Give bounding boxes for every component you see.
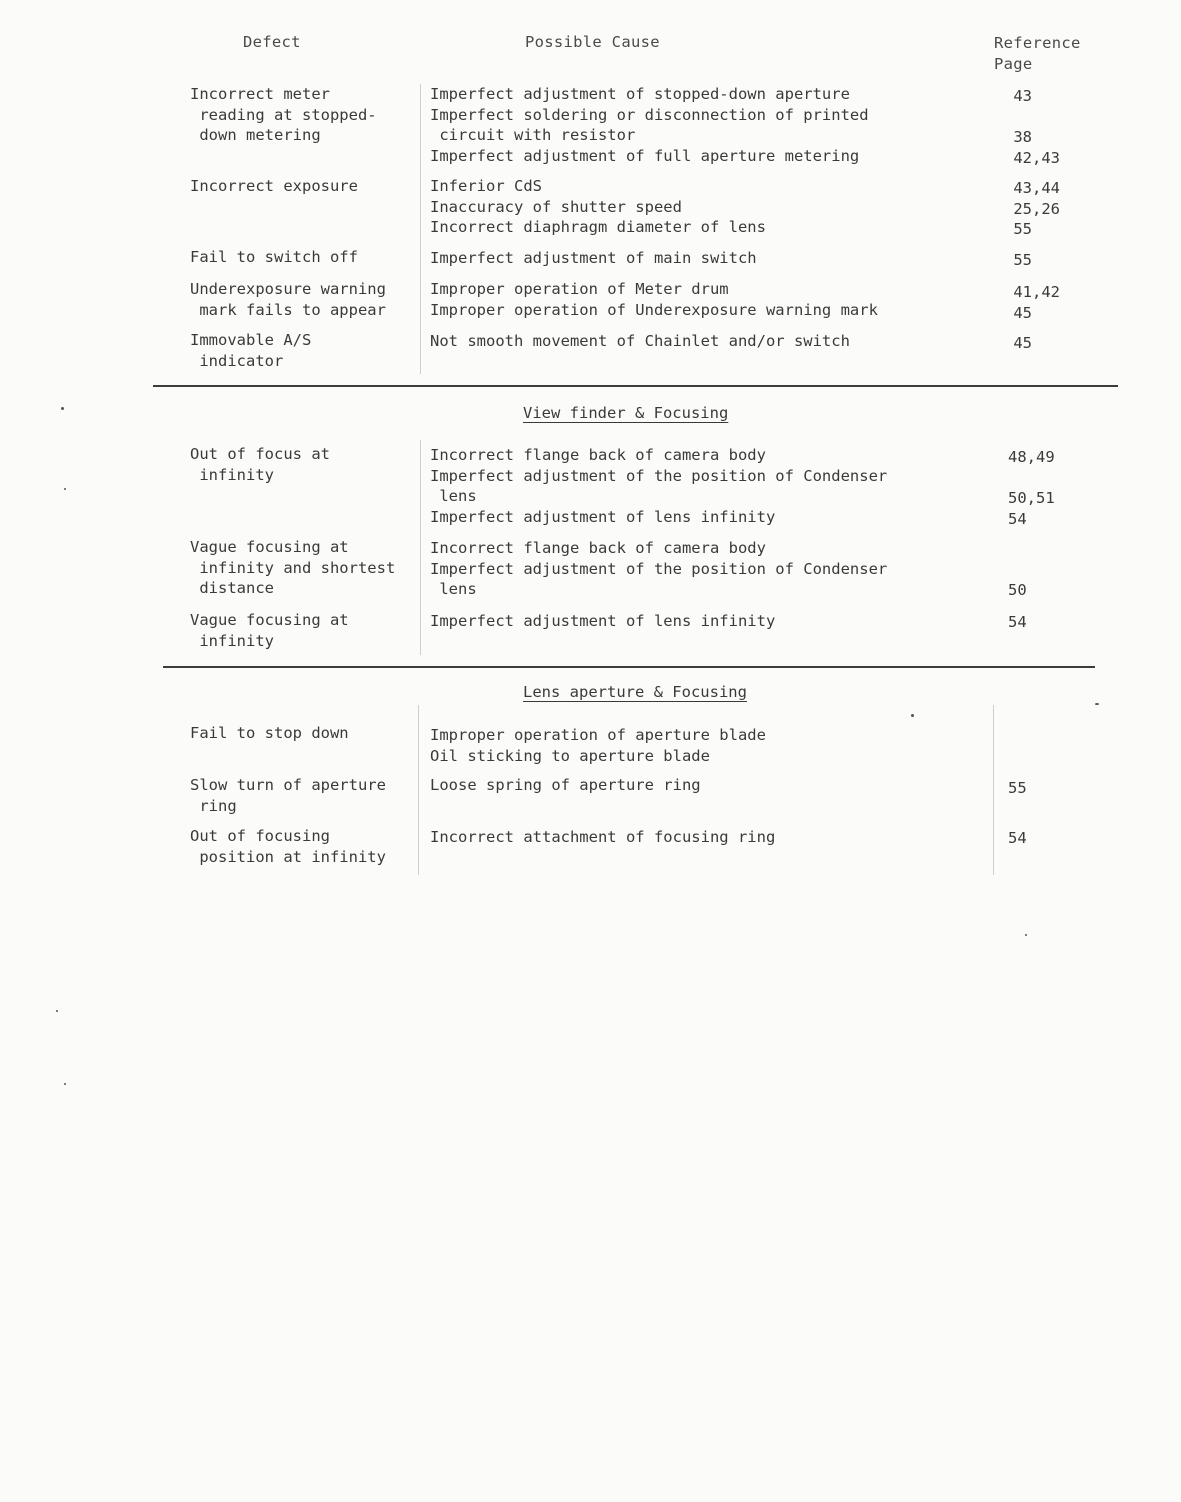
column-separator [420,84,421,374]
ref-cell: 43,44 25,26 55 [1013,179,1060,238]
ref-cell: 50 [1008,581,1027,599]
ref-cell: 55 [1008,779,1027,797]
defect-cell: Vague focusing at infinity and shortest distance [190,538,396,597]
cause-cell: Imperfect adjustment of main switch [430,249,757,267]
cause-cell: Not smooth movement of Chainlet and/or switch [430,332,850,350]
ref-cell: 48,49 50,51 54 [1008,448,1055,528]
column-separator [420,440,421,655]
section-divider [163,666,1095,668]
scan-speck [64,488,66,490]
scan-speck [64,1083,66,1085]
section-title-lens-aperture: Lens aperture & Focusing [523,683,747,701]
ref-cell: 45 [1004,334,1032,352]
cause-cell: Incorrect flange back of camera body Imperfect adjustment of the position of Condenser lens [430,539,888,598]
cause-cell: Imperfect adjustment of lens infinity [430,612,776,630]
column-separator [418,705,419,875]
defect-cell: Immovable A/S indicator [190,331,312,370]
header-defect: Defect [243,33,301,51]
cause-cell: Inferior CdS Inaccuracy of shutter speed Incorrect diaphragm diameter of lens [430,177,766,236]
section-title-view-finder: View finder & Focusing [523,404,729,422]
cause-cell: Improper operation of Meter drum Improper operation of Underexposure warning mark [430,280,878,319]
defect-cell: Out of focusing position at infinity [190,827,386,866]
ref-cell: 54 [1008,613,1027,631]
header-possible-cause: Possible Cause [525,33,660,51]
column-separator [993,705,994,875]
defect-cell: Slow turn of aperture ring [190,776,386,815]
defect-cell: Vague focusing at infinity [190,611,349,650]
defect-cell: Underexposure warning mark fails to appear [190,280,386,319]
cause-cell: Incorrect attachment of focusing ring [430,828,776,846]
cause-cell: Imperfect adjustment of stopped-down aperture Imperfect soldering or disconnection of printed circuit with resistor Imperfect adjustment of full aperture metering [430,85,869,165]
cause-cell: Improper operation of aperture blade Oil sticking to aperture blade [430,726,766,765]
cause-cell: Incorrect flange back of camera body Imperfect adjustment of the position of Condenser lens Imperfect adjustment of lens infinity [430,446,888,526]
defect-cell: Incorrect exposure [190,177,358,195]
scan-speck [1095,703,1099,705]
defect-cell: Out of focus at infinity [190,445,330,484]
defect-cell: Incorrect meter reading at stopped- down metering [190,85,377,144]
scan-speck [911,714,914,717]
defect-cell: Fail to stop down [190,724,349,742]
cause-cell: Loose spring of aperture ring [430,776,701,794]
scan-speck [56,1010,58,1012]
ref-cell: 54 [1008,829,1027,847]
scan-speck [1025,934,1027,936]
ref-cell: 55 [1004,251,1032,269]
ref-cell: 41,42 45 [1013,283,1060,322]
scan-speck [61,407,64,410]
section-divider [153,385,1118,387]
defect-cell: Fail to switch off [190,248,358,266]
ref-cell: 43 38 42,43 [1013,87,1060,167]
header-reference-page: Reference Page [994,34,1081,73]
